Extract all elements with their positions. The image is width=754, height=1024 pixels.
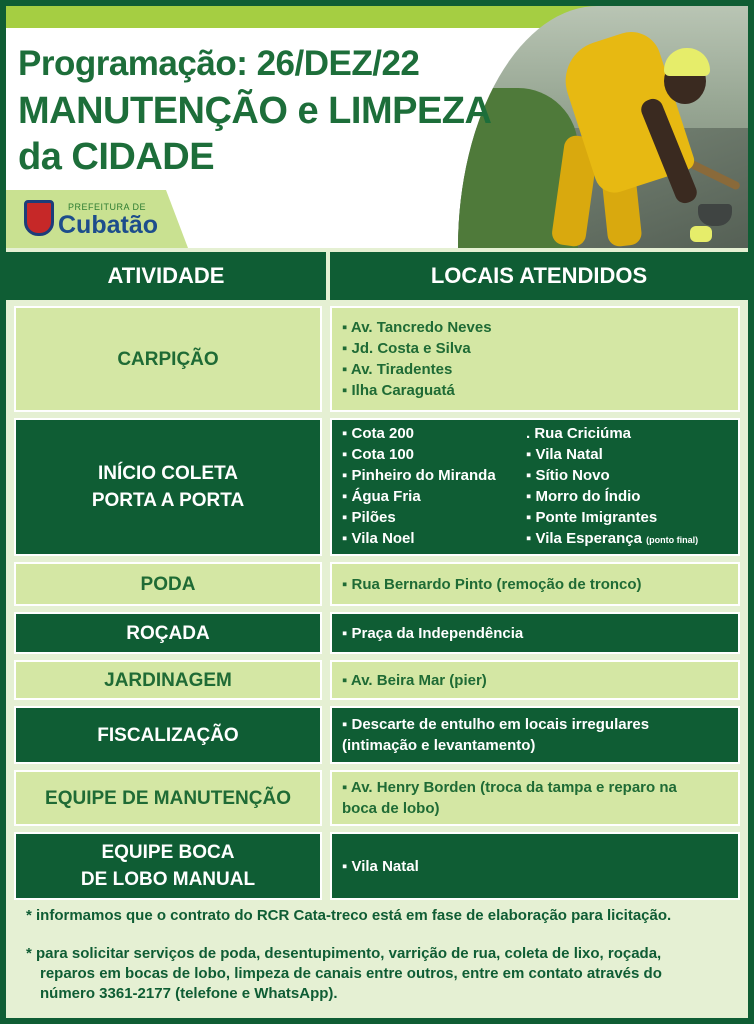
list-item: ▪ Vila Noel xyxy=(342,530,415,547)
list-item: ▪ Água Fria xyxy=(342,488,421,505)
worker-photo xyxy=(458,6,748,248)
location-fiscalizacao: ▪ Descarte de entulho em locais irregulares (intimação e levantamento) xyxy=(330,706,740,764)
location-list xyxy=(342,317,492,401)
activity-coleta: INÍCIO COLETA PORTA A PORTA xyxy=(14,418,322,556)
list-item: ▪ Ilha Caraguatá xyxy=(342,382,455,399)
list-item: ▪ Av. Tancredo Neves xyxy=(342,319,492,336)
list-item: ▪ Ponte Imigrantes xyxy=(526,509,658,526)
location-list-left xyxy=(342,423,508,551)
schedule-date: Programação: 26/DEZ/22 xyxy=(18,44,420,83)
activity-poda: PODA xyxy=(14,562,322,606)
list-item: ▪ Pilões xyxy=(342,509,396,526)
activity-jardinagem: JARDINAGEM xyxy=(14,660,322,700)
list-item: ▪ Cota 100 xyxy=(342,446,415,463)
list-item: ▪ Jd. Costa e Silva xyxy=(342,340,471,357)
city-crest-icon xyxy=(24,200,54,236)
list-item: . Rua Criciúma xyxy=(526,425,632,442)
page-title-line2: da CIDADE xyxy=(18,136,215,178)
activity-carpicao: CARPIÇÃO xyxy=(14,306,322,412)
page-title: MANUTENÇÃO e LIMPEZA xyxy=(18,90,492,132)
column-header-locations: LOCAIS ATENDIDOS xyxy=(330,252,748,300)
list-item: ▪ Cota 200 xyxy=(342,425,415,442)
list-item: ▪ Av. Tiradentes xyxy=(342,361,453,378)
cap-icon xyxy=(664,48,710,76)
hoe-icon xyxy=(698,204,732,226)
list-item: ▪ Sítio Novo xyxy=(526,467,610,484)
logo-prefix: PREFEITURA DE xyxy=(68,202,147,212)
activity-rocada: ROÇADA xyxy=(14,612,322,654)
header xyxy=(6,6,748,248)
activity-boca-de-lobo: EQUIPE BOCA DE LOBO MANUAL xyxy=(14,832,322,900)
locations-coleta xyxy=(330,418,740,556)
location-jardinagem: ▪ Av. Beira Mar (pier) xyxy=(330,660,740,700)
location-manutencao: ▪ Av. Henry Borden (troca da tampa e reparo na boca de lobo) xyxy=(330,770,740,826)
contact-number: número 3361-2177 (telefone e WhatsApp). xyxy=(40,985,338,1002)
list-item: ▪ Vila Natal xyxy=(526,446,603,463)
list-item: ▪ Pinheiro do Miranda xyxy=(342,467,496,484)
column-header-activity: ATIVIDADE xyxy=(6,252,326,300)
note-cata-treco: * informamos que o contrato do RCR Cata-treco está em fase de elaboração para licitação. xyxy=(26,907,672,924)
activity-manutencao: EQUIPE DE MANUTENÇÃO xyxy=(14,770,322,826)
location-list-right xyxy=(526,423,736,551)
activity-fiscalizacao: FISCALIZAÇÃO xyxy=(14,706,322,764)
locations-carpicao xyxy=(330,306,740,412)
location-poda: ▪ Rua Bernardo Pinto (remoção de tronco) xyxy=(330,562,740,606)
list-item: ▪ Morro do Índio xyxy=(526,488,641,505)
logo-name: Cubatão xyxy=(58,211,158,239)
location-boca-de-lobo: ▪ Vila Natal xyxy=(330,832,740,900)
list-item: ▪ Vila Esperança (ponto final) xyxy=(526,530,699,547)
location-rocada: ▪ Praça da Independência xyxy=(330,612,740,654)
note-contact: * para solicitar serviços de poda, desentupimento, varrição de rua, coleta de lixo, roçada, reparos em bocas de lobo, limpeza de canais entre outros, entre em contato através do número 3361-2177 (telefone e WhatsApp). xyxy=(26,944,732,1004)
final-stop-note: (ponto final) xyxy=(646,535,699,545)
